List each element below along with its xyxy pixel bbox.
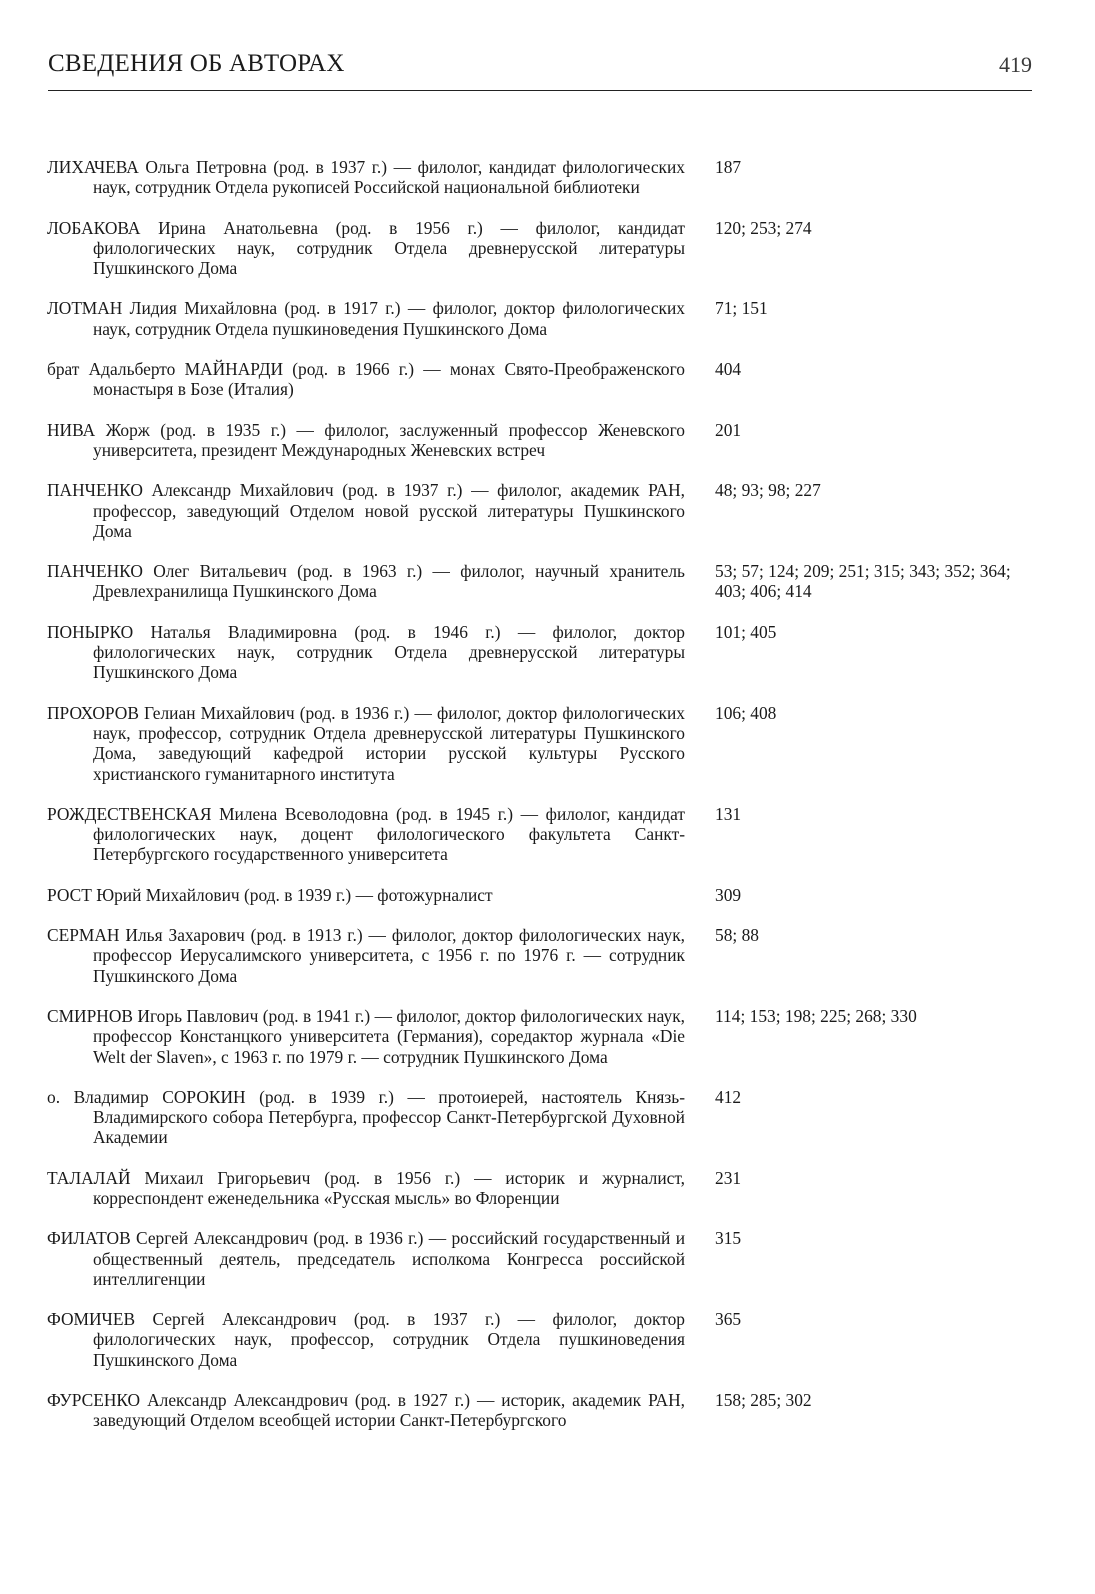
header-rule	[48, 90, 1032, 91]
author-entry-text: РОЖДЕСТВЕНСКАЯ Милена Всеволодовна (род. в 1945 г.) — филолог, кандидат филологических наук, доцент филологического факультета Санкт-Петербургского государственного университета	[47, 803, 685, 865]
author-entry-pages: 106; 408	[715, 702, 777, 723]
author-entry-pages: 53; 57; 124; 209; 251; 315; 343; 352; 364; 403; 406; 414	[715, 561, 1011, 602]
author-entry-text: ПРОХОРОВ Гелиан Михайлович (род. в 1936 г.) — филолог, доктор филологических наук, профессор, сотрудник Отдела древнерусской литературы Пушкинского Дома, заведующий кафедрой истории русской культуры Русского христианского гуманитарного института	[47, 702, 685, 784]
author-entry-text: ПАНЧЕНКО Александр Михайлович (род. в 1937 г.) — филолог, академик РАН, профессор, заведующий Отделом новой русской литературы Пушкинского Дома	[47, 480, 685, 541]
author-entry	[47, 1087, 1037, 1148]
author-entry-text: ФОМИЧЕВ Сергей Александрович (род. в 1937 г.) — филолог, доктор филологических наук, профессор, сотрудник Отдела пушкиноведения Пушкинского Дома	[47, 1309, 685, 1370]
author-entry-text: ТАЛАЛАЙ Михаил Григорьевич (род. в 1956 г.) — историк и журналист, корреспондент еженедельника «Русская мысль» во Флоренции	[47, 1167, 685, 1208]
page-number: 419	[999, 52, 1032, 77]
author-entry-pages: 404	[715, 359, 742, 380]
author-entry-pages: 101; 405	[715, 621, 777, 642]
author-entry-pages: 231	[715, 1167, 742, 1188]
author-entry	[47, 298, 1037, 339]
author-entry-text: о. Владимир СОРОКИН (род. в 1939 г.) — протоиерей, настоятель Князь-Владимирского собора Петербурга, профессор Санкт-Петербургской Духовной Академии	[47, 1086, 685, 1148]
running-header-title: СВЕДЕНИЯ ОБ АВТОРАХ	[48, 50, 345, 77]
author-list	[47, 157, 1037, 1451]
author-entry	[47, 925, 1037, 986]
author-entry	[47, 1168, 1037, 1209]
author-entry	[47, 561, 1037, 602]
author-entry	[47, 885, 1037, 905]
author-entry-text: СМИРНОВ Игорь Павлович (род. в 1941 г.) — филолог, доктор филологических наук, профессор Констанцкого университета (Германия), соредактор журнала «Die Welt der Slaven», с 1963 г. по 1979 г. — сотрудник Пушкинского Дома	[47, 1005, 685, 1067]
author-entry	[47, 157, 1037, 198]
author-entry-text: брат Адальберто МАЙНАРДИ (род. в 1966 г.) — монах Свято-Преображенского монастыря в Бозе (Италия)	[47, 359, 685, 400]
author-entry-text: СЕРМАН Илья Захарович (род. в 1913 г.) — филолог, доктор филологических наук, профессор Иерусалимского университета, с 1956 г. по 1976 г. — сотрудник Пушкинского Дома	[47, 925, 685, 986]
author-entry-pages: 187	[715, 157, 742, 177]
author-entry	[47, 1006, 1037, 1067]
author-entry-pages: 309	[715, 884, 742, 905]
author-entry-pages: 120; 253; 274	[715, 217, 812, 238]
author-entry	[47, 622, 1037, 683]
author-entry-text: НИВА Жорж (род. в 1935 г.) — филолог, заслуженный профессор Женевского университета, президент Международных Женевских встреч	[47, 419, 685, 460]
author-entry-pages: 48; 93; 98; 227	[715, 480, 821, 501]
author-entry-pages: 58; 88	[715, 925, 759, 946]
author-entry-pages: 71; 151	[715, 298, 768, 319]
author-entry	[47, 1309, 1037, 1370]
author-entry-pages: 131	[715, 803, 742, 824]
author-entry	[47, 480, 1037, 541]
author-entry	[47, 804, 1037, 865]
author-entry-pages: 315	[715, 1228, 742, 1249]
author-entry-pages: 201	[715, 419, 742, 440]
author-entry-pages: 365	[715, 1309, 742, 1330]
author-entry-pages: 412	[715, 1086, 742, 1107]
author-entry-text: ПАНЧЕНКО Олег Витальевич (род. в 1963 г.) — филолог, научный хранитель Древлехранилища Пушкинского Дома	[47, 561, 685, 602]
author-entry-text: ЛОТМАН Лидия Михайловна (род. в 1917 г.) — филолог, доктор филологических наук, сотрудник Отдела пушкиноведения Пушкинского Дома	[47, 298, 685, 339]
author-entry	[47, 218, 1037, 279]
author-entry-pages: 114; 153; 198; 225; 268; 330	[715, 1005, 917, 1026]
author-entry-text: ФУРСЕНКО Александр Александрович (род. в 1927 г.) — историк, академик РАН, заведующий Отделом всеобщей истории Санкт-Петербургского	[47, 1390, 685, 1431]
author-entry-text: ЛИХАЧЕВА Ольга Петровна (род. в 1937 г.) — филолог, кандидат филологических наук, сотрудник Отдела рукописей Российской национальной библиотеки	[47, 157, 685, 198]
author-entry	[47, 359, 1037, 400]
page-header	[48, 48, 1032, 92]
author-entry-text: ЛОБАКОВА Ирина Анатольевна (род. в 1956 г.) — филолог, кандидат филологических наук, сотрудник Отдела древнерусской литературы Пушкинского Дома	[47, 217, 685, 279]
author-entry-pages: 158; 285; 302	[715, 1390, 812, 1411]
author-entry	[47, 420, 1037, 461]
author-entry	[47, 1390, 1037, 1431]
author-entry	[47, 703, 1037, 784]
author-entry-text: РОСТ Юрий Михайлович (род. в 1939 г.) — фотожурналист	[47, 884, 493, 905]
author-entry-text: ФИЛАТОВ Сергей Александрович (род. в 1936 г.) — российский государственный и общественный деятель, председатель исполкома Конгресса российской интеллигенции	[47, 1228, 685, 1289]
author-entry-text: ПОНЫРКО Наталья Владимировна (род. в 1946 г.) — филолог, доктор филологических наук, сотрудник Отдела древнерусской литературы Пушкинского Дома	[47, 621, 685, 683]
author-entry	[47, 1228, 1037, 1289]
